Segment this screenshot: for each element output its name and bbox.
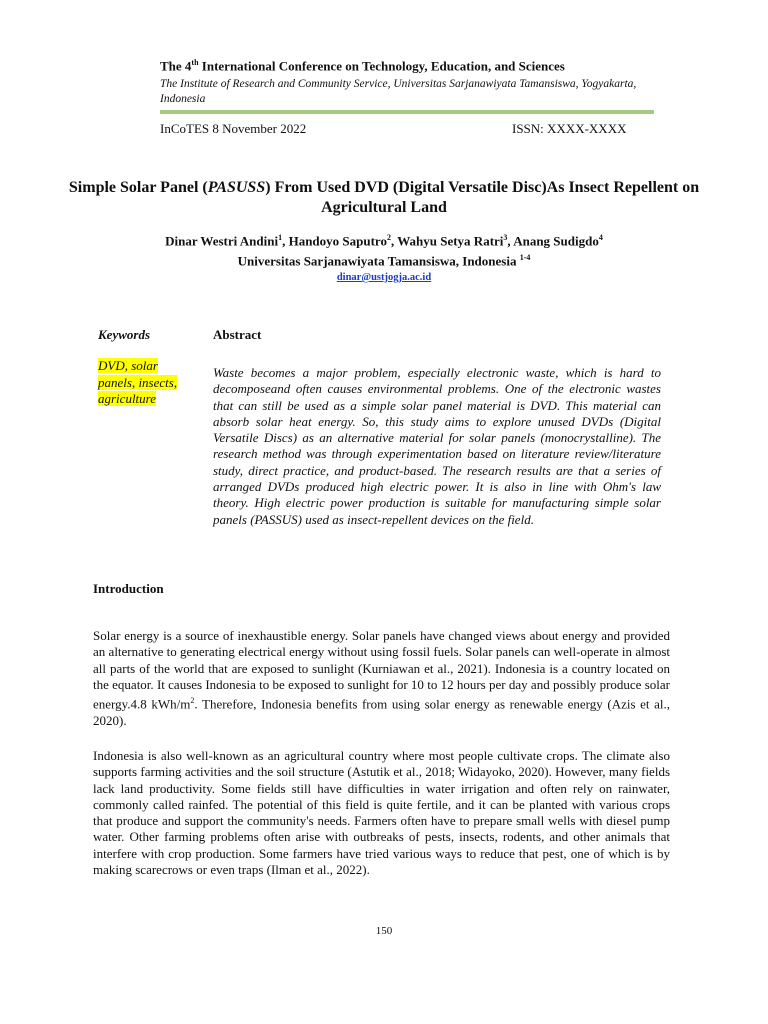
title-part-2: ) From Used DVD (Digital Versatile Disc)As Insect Repellent on Agricultural Land (265, 179, 700, 216)
author-name: Dinar Westri Andini (165, 233, 279, 249)
title-part-1: Simple Solar Panel ( (68, 179, 208, 196)
author-sup: 4 (598, 233, 603, 242)
header-rule (160, 110, 654, 114)
title-italic: PASUSS (207, 179, 266, 196)
email-line (60, 272, 708, 283)
conference-title-sup: th (191, 58, 199, 67)
author-name: Anang Sudigdo (513, 233, 599, 249)
affiliation-sup: 1-4 (519, 253, 531, 262)
author-list (60, 233, 708, 249)
keywords-list (98, 358, 198, 408)
intro-p1-sup: 2 (190, 696, 195, 706)
affiliation-text: Universitas Sarjanawiyata Tamansiswa, Indonesia (237, 253, 520, 269)
page-number: 150 (375, 925, 393, 937)
intro-p1-end: . Therefore, Indonesia benefits from using solar energy as renewable energy (Azis et al., 2020). (93, 696, 670, 728)
abstract-text: Waste becomes a major problem, especially electronic waste, which is hard to decomposeand often causes environmental problems. One of the electronic wastes that can still be used as a simple solar panel material is DVD. This material can absorb solar heat energy. So, this study aims to explore unused DVDs (Digital Versatile Discs) as an alternative material for solar panels (monocrystalline). The research method was through experimentation based on literature review/literature study, direct practice, and product-based. The research results are that a series of arranged DVDs produced high electric power. It is also in line with Ohm's law theory. High electric power production is suitable for manufacturing simple solar panels (PASSUS) used as insect-repellent devices on the field. (213, 365, 661, 527)
conference-title (160, 58, 565, 74)
keywords-text: DVD, solar panels, insects, agriculture (98, 358, 178, 406)
institute-line: The Institute of Research and Community Service, Universitas Sarjanawiyata Tamansiswa, Yogyakarta, Indonesia (160, 78, 637, 105)
author-name: Wahyu Setya Ratri (397, 233, 504, 249)
author-sep: , (282, 233, 289, 249)
conference-title-prefix: The 4 (160, 58, 192, 74)
author-sep: , (390, 233, 398, 249)
author-sup: 2 (386, 233, 391, 242)
affiliation (60, 253, 708, 269)
introduction-heading: Introduction (93, 581, 164, 596)
abstract-heading: Abstract (213, 327, 262, 342)
author-sep: , (507, 233, 514, 249)
author-sup: 1 (278, 233, 283, 242)
email-link[interactable]: dinar@ustjogja.ac.id (336, 272, 432, 283)
intro-p1-main: Solar energy is a source of inexhaustible energy. Solar panels have changed views about energy and provided an alternative to generating electrical energy without using fossil fuels. Solar panels can well-operate in almost all parts of the world that are exposed to sunlight (Kurniawan et al., 2021). Indonesia is a country located on the equator. It causes Indonesia to be exposed to sunlight for 10 to 12 hours per day and possibly produce solar energy.4.8 kWh/m (93, 628, 670, 712)
keywords-heading: Keywords (98, 327, 150, 342)
author-name: Handoyo Saputro (288, 233, 387, 249)
conference-title-suffix: International Conference on Technology, Education, and Sciences (198, 58, 565, 74)
paper-title (60, 178, 708, 218)
author-sup: 3 (503, 233, 508, 242)
intro-paragraph-2: Indonesia is also well-known as an agricultural country where most people cultivate crops. The climate also supports farming activities and the soil structure (Astutik et al., 2018; Widayoko, 2020). However, many fields lack land productivity. Some fields still have difficulties in water irrigation and often rely on rainwater, commonly called rainfed. The potential of this field is quite fertile, and it can be planted with various crops that produce and support the community's needs. Farmers often have to prepare small wells with diesel pump water. Other farming problems often arise with outbreaks of pests, insects, rodents, and other animals that interfere with crop production. Some farmers have tried various ways to reduce that pest, one of which is by making scarecrows or even traps (Ilman et al., 2022). (93, 748, 670, 878)
issn: ISSN: XXXX-XXXX (512, 121, 627, 136)
conference-date: InCoTES 8 November 2022 (160, 121, 307, 136)
intro-paragraph-1 (93, 628, 670, 729)
